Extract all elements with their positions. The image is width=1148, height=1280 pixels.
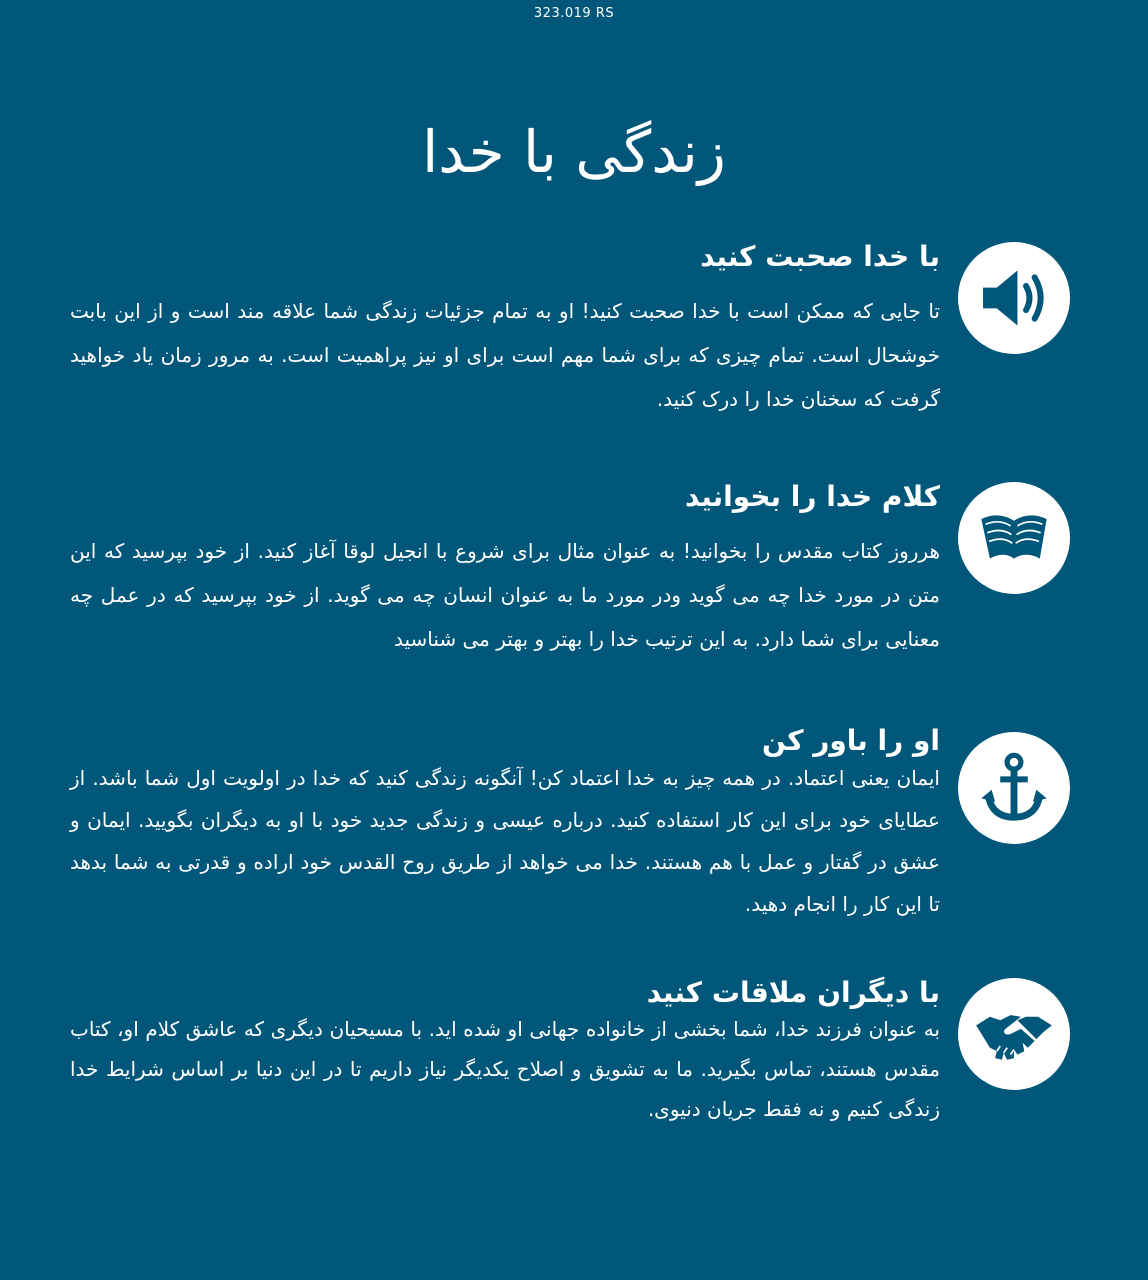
section-heading: او را باور کن — [762, 724, 940, 757]
section-talk-with-god — [70, 240, 940, 421]
handshake-icon — [958, 978, 1070, 1090]
section-meet-others — [70, 976, 940, 1129]
section-body: تا جایی که ممکن است با خدا صحبت کنید! او به تمام جزئیات زندگی شما علاقه مند است و از این بابت خوشحال است. تمام چیزی که برای شما مهم است برای او نیز پراهمیت است. به مرور زمان یاد خواهید گرفت که سخنان خدا را درک کنید. — [70, 299, 940, 411]
speaker-icon — [958, 242, 1070, 354]
section-heading: با دیگران ملاقات کنید — [646, 976, 940, 1009]
section-body: هرروز کتاب مقدس را بخوانید! به عنوان مثال برای شروع با انجیل لوقا آغاز کنید. از خود بپرسید که این متن در مورد خدا چه می گوید ودر مورد ما به عنوان انسان چه می گوید. از خود بپرسید که در عمل چه معنایی برای شما دارد. به این ترتیب خدا را بهتر و بهتر می شناسید — [70, 539, 940, 651]
section-body: به عنوان فرزند خدا، شما بخشی از خانواده جهانی او شده اید. با مسیحیان دیگری که عاشق کلام او، کتاب مقدس هستند، تماس بگیرید. ما به تشویق و اصلاح یکدیگر نیاز داریم تا در این دنیا بر اساس شرایط خدا زندگی کنیم و نه فقط جریان دنیوی. — [70, 1017, 940, 1121]
document-code: 323.019 RS — [533, 6, 615, 21]
section-read-word — [70, 480, 940, 661]
section-heading: کلام خدا را بخوانید — [685, 480, 940, 513]
section-heading: با خدا صحبت کنید — [700, 240, 940, 273]
section-body: ایمان یعنی اعتماد. در همه چیز به خدا اعتماد کن! آنگونه زندگی کنید که خدا در اولویت اول شما باشد. از عطایای خود برای این کار استفاده کنید. درباره عیسی و زندگی جدید خود با او به دیگران بگویید. ایمان و عشق در گفتار و عمل با هم هستند. خدا می خواهد از طریق روح القدس خود اراده و قدرتی به شما بدهد تا این کار را انجام دهید. — [70, 766, 940, 916]
page-title: زندگی با خدا — [422, 118, 726, 186]
section-believe — [70, 724, 940, 925]
anchor-icon — [958, 732, 1070, 844]
open-book-icon — [958, 482, 1070, 594]
